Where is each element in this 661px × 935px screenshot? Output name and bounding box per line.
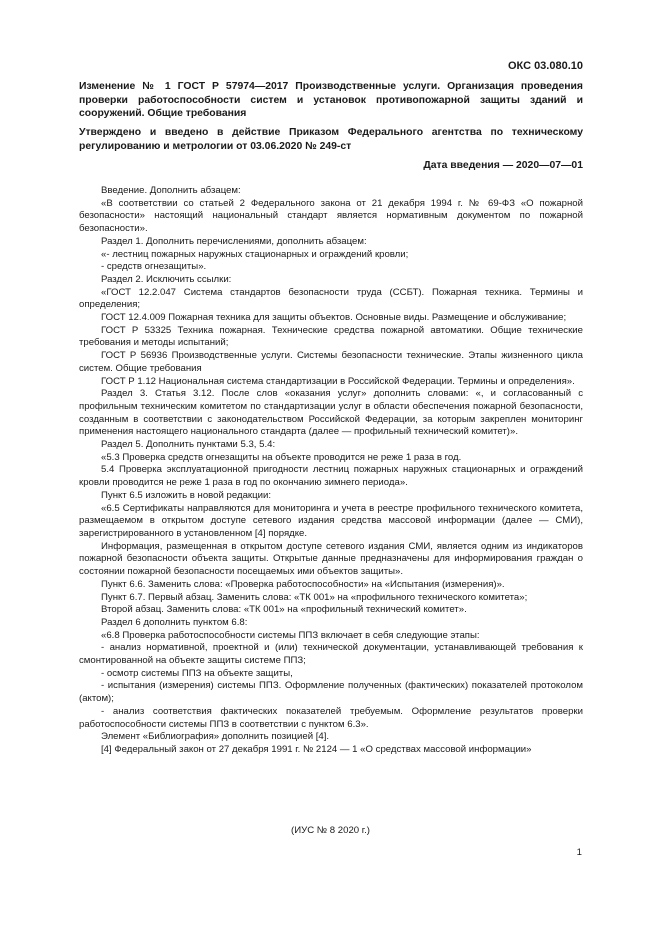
paragraph: Раздел 5. Дополнить пунктами 5.3, 5.4: bbox=[101, 439, 276, 451]
amendment-title: Изменение № 1 ГОСТ Р 57974—2017 Производственные услуги. Организация проведения проверки работоспособности систем и установок противопожарной защиты зданий и сооружений. Общие требования bbox=[79, 81, 583, 120]
paragraph: Раздел 3. Статья 3.12. После слов «оказания услуг» дополнить словами: «, и согласованный с профильным техническим комитетом по стандартизации услуг в области обеспечения пожарной безопасности, созданным в соответствии с законодательством Российской Федерации, за которым закреплен мониторинг применения настоящего национального стандарта (далее — профильный технический комитет)». bbox=[79, 388, 583, 438]
paragraph: Элемент «Библиография» дополнить позицией [4]. bbox=[101, 731, 330, 743]
paragraph: «5.3 Проверка средств огнезащиты на объекте проводится не реже 1 раза в год. bbox=[101, 451, 462, 463]
paragraph: - анализ нормативной, проектной и (или) технической документации, устанавливающей требования к смонтированной на объекте защиты системе ППЗ; bbox=[79, 642, 583, 667]
paragraph: Пункт 6.7. Первый абзац. Заменить слова: «ТК 001» на «профильного технического комитета»; bbox=[101, 591, 528, 603]
paragraph: «6.8 Проверка работоспособности системы ППЗ включает в себя следующие этапы: bbox=[101, 629, 480, 641]
document-body bbox=[79, 185, 583, 757]
paragraph: Второй абзац. Заменить слова: «ТК 001» на «профильный технический комитет». bbox=[101, 604, 467, 616]
paragraph: «ГОСТ 12.2.047 Система стандартов безопасности труда (ССБТ). Пожарная техника. Термины и определения; bbox=[79, 286, 583, 311]
oks-code: ОКС 03.080.10 bbox=[507, 60, 583, 72]
paragraph: Пункт 6.6. Заменить слова: «Проверка работоспособности» на «Испытания (измерения)». bbox=[101, 578, 505, 590]
paragraph: Информация, размещенная в открытом доступе сетевого издания СМИ, является одним из индикаторов пожарной безопасности объекта защиты. Открытые данные предназначены для информирования граждан о состоянии пожарной безопасности посещаемых ими объектов защиты». bbox=[79, 540, 583, 578]
paragraph: Введение. Дополнить абзацем: bbox=[101, 185, 241, 196]
paragraph: [4] Федеральный закон от 27 декабря 1991 г. № 2124 — 1 «О средствах массовой информации» bbox=[101, 743, 532, 755]
paragraph: Раздел 1. Дополнить перечислениями, дополнить абзацем: bbox=[101, 235, 367, 247]
paragraph: - анализ соответствия фактических показателей требуемым. Оформление результатов проверки работоспособности системы ППЗ в соответствии с пунктом 6.3». bbox=[79, 705, 583, 730]
paragraph: - осмотр системы ППЗ на объекте защиты, bbox=[101, 667, 293, 679]
paragraph: ГОСТ Р 1.12 Национальная система стандартизации в Российской Федерации. Термины и определения». bbox=[101, 375, 575, 387]
paragraph: ГОСТ 12.4.009 Пожарная техника для защиты объектов. Основные виды. Размещение и обслуживание; bbox=[101, 312, 567, 324]
paragraph: ГОСТ Р 53325 Техника пожарная. Технические средства пожарной автоматики. Общие технические требования и методы испытаний; bbox=[79, 324, 583, 349]
paragraph: «В соответствии со статьей 2 Федерального закона от 21 декабря 1994 г. № 69-ФЗ «О пожарной безопасности» настоящий национальный стандарт является нормативным документом по пожарной безопасности». bbox=[79, 197, 583, 235]
paragraph: - средств огнезащиты». bbox=[101, 261, 207, 273]
paragraph: Раздел 6 дополнить пунктом 6.8: bbox=[101, 616, 248, 628]
paragraph: Раздел 2. Исключить ссылки: bbox=[101, 273, 232, 285]
paragraph: ГОСТ Р 56936 Производственные услуги. Системы безопасности технические. Этапы жизненного цикла систем. Общие требования bbox=[79, 350, 583, 374]
paragraph: «6.5 Сертификаты направляются для мониторинга и учета в реестре профильного технического комитета, размещаемом в открытом доступе сетевого издания средства массовой информации (далее — СМИ), зарегистрированного в установленном [4] порядке. bbox=[79, 502, 583, 539]
effective-date: Дата введения — 2020—07—01 bbox=[423, 160, 583, 171]
page-number: 1 bbox=[576, 847, 582, 858]
ius-reference: (ИУС № 8 2020 г.) bbox=[291, 825, 370, 836]
paragraph: «- лестниц пожарных наружных стационарных и ограждений кровли; bbox=[101, 248, 409, 260]
paragraph: - испытания (измерения) системы ППЗ. Оформление полученных (фактических) показателей протоколом (актом); bbox=[79, 680, 583, 705]
paragraph: Пункт 6.5 изложить в новой редакции: bbox=[101, 489, 271, 501]
approval-statement: Утверждено и введено в действие Приказом Федерального агентства по техническому регулированию и метрологии от 03.06.2020 № 249-ст bbox=[79, 127, 583, 152]
paragraph: 5.4 Проверка эксплуатационной пригодности лестниц пожарных наружных стационарных и ограждений кровли проводится не реже 1 раза в год по окончанию зимнего периода». bbox=[79, 464, 583, 489]
